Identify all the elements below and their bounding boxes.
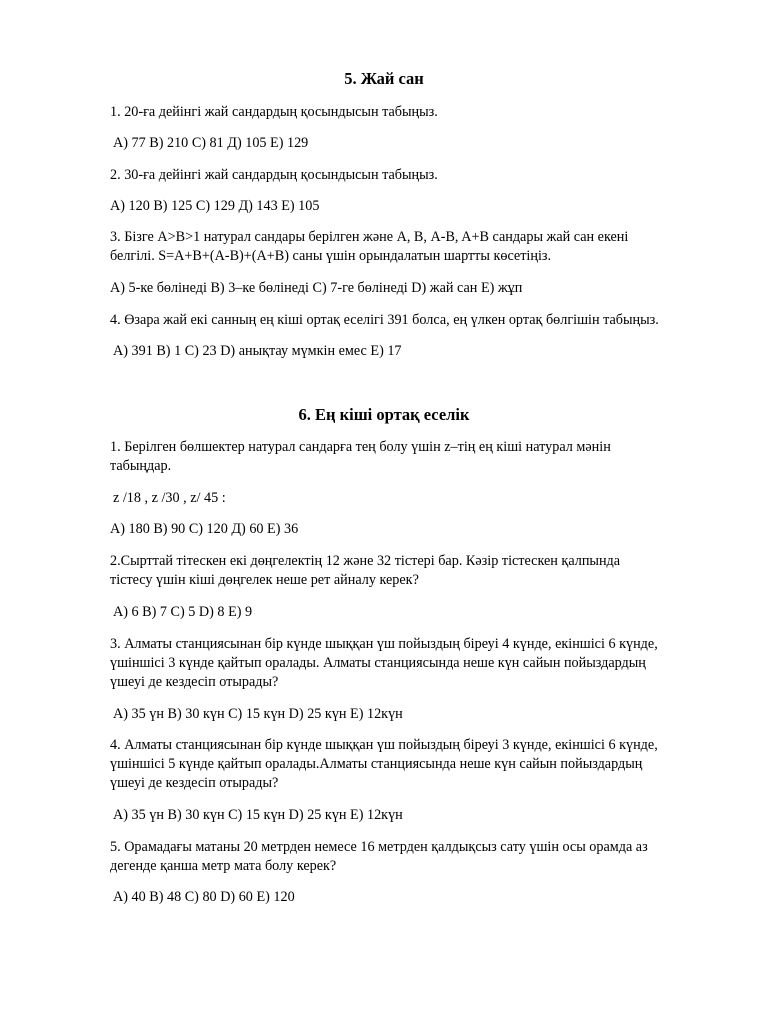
s6-question-4-line-1: 4. Алматы станциясынан бір күнде шыққан үш пойыздың біреуі 3 күнде, екіншісі 6 күнде, (110, 737, 658, 753)
s6-question-1-line-1: 1. Берілген бөлшектер натурал сандарға тең болу үшін z–тің ең кіші натурал мәнін (110, 439, 611, 455)
s6-question-1-answers: А) 180 В) 90 С) 120 Д) 60 Е) 36 (110, 521, 299, 537)
s5-question-4: 4. Өзара жай екі санның ең кіші ортақ еселігі 391 болса, ең үлкен ортақ бөлгішін табыңыз. (110, 312, 659, 328)
s5-question-2-answers: А) 120 В) 125 С) 129 Д) 143 Е) 105 (110, 198, 320, 214)
s6-question-2-line-2: тістесу үшін кіші дөңгелек неше рет айналу керек? (110, 572, 419, 588)
s6-question-5-answers: A) 40 B) 48 C) 80 D) 60 E) 120 (113, 889, 295, 905)
s5-question-3-answers: А) 5-ке бөлінеді В) 3–ке бөлінеді С) 7-ге бөлінеді D) жай сан Е) жұп (110, 280, 523, 296)
section-5-title: 5. Жай сан (344, 69, 424, 88)
s6-question-3-line-1: 3. Алматы станциясынан бір күнде шыққан үш пойыздың біреуі 4 күнде, екіншісі 6 күнде, (110, 636, 658, 652)
s6-question-1-line-2: табыңдар. (110, 458, 172, 474)
s5-question-3-line-1: 3. Бізге А>B>1 натурал сандары берілген және А, B, А-B, A+B сандары жай сан екені (110, 229, 629, 245)
s6-question-2-answers: A) 6 B) 7 C) 5 D) 8 E) 9 (113, 604, 253, 620)
s6-question-4-line-3: үшеуі де кездесіп отырады? (110, 775, 279, 791)
s6-question-4-answers: A) 35 үн B) 30 күн C) 15 күн D) 25 күн E) 12күн (113, 807, 403, 823)
s5-question-1: 1. 20-ға дейінгі жай сандардың қосындысын табыңыз. (110, 104, 438, 120)
s6-question-3-line-3: үшеуі де кездесіп отырады? (110, 674, 279, 690)
s5-question-1-answers: A) 77 В) 210 С) 81 Д) 105 Е) 129 (113, 135, 309, 151)
section-6-title: 6. Ең кіші ортақ еселік (298, 405, 470, 424)
s6-question-5-line-1: 5. Орамадағы матаны 20 метрден немесе 16 метрден қалдықсыз сату үшін осы орамда аз (110, 839, 648, 855)
s6-question-4-line-2: үшіншісі 5 күнде қайтып оралады.Алматы станциясында неше күн сайын пойыздардың (110, 756, 643, 772)
s6-question-3-line-2: үшіншісі 3 күнде қайтып оралады. Алматы станциясында неше күн сайын пойыздардың (110, 655, 646, 671)
s6-question-5-line-2: дегенде қанша метр мата болу керек? (110, 858, 337, 874)
s5-question-2: 2. 30-ға дейінгі жай сандардың қосындысын табыңыз. (110, 167, 438, 183)
s6-question-3-answers: A) 35 үн B) 30 күн C) 15 күн D) 25 күн E) 12күн (113, 706, 403, 722)
s5-question-3-line-2: белгілі. S=А+B+(А-B)+(A+B) саны үшін орындалатын шартты көсетіңіз. (110, 248, 552, 264)
s6-question-1-fractions: z /18 , z /30 , z/ 45 : (113, 490, 226, 506)
s6-question-2-line-1: 2.Сырттай тітескен екі дөңгелектің 12 және 32 тістері бар. Кәзір тістескен қалпында (110, 553, 621, 569)
s5-question-4-answers: A) 391 В) 1 С) 23 D) анықтау мүмкін емес Е) 17 (113, 343, 402, 359)
